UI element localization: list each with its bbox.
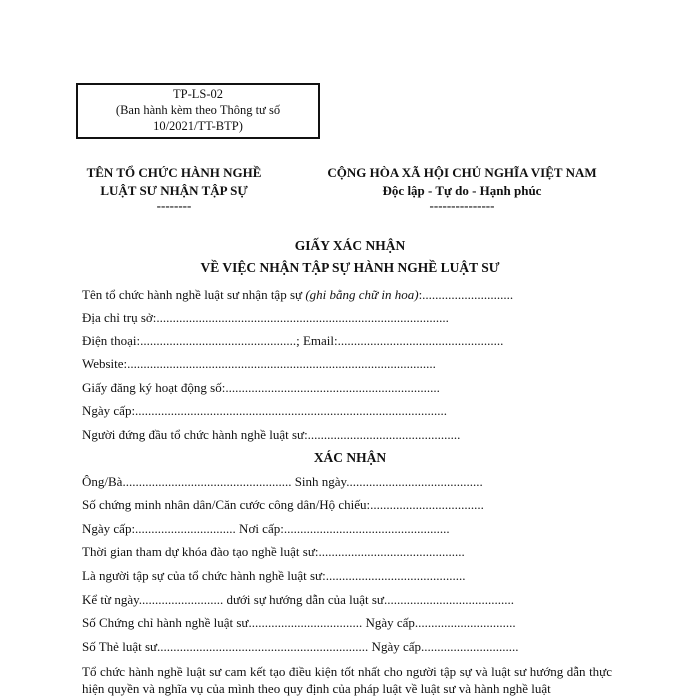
field-practice-certificate: Số Chứng chỉ hành nghề luật sư................................... Ngày cấp............................... [82, 615, 516, 630]
field-issue-date: Ngày cấp:................................................................................................ [82, 403, 448, 418]
field-organization-name-hint: (ghi bằng chữ in hoa) [305, 287, 419, 302]
organization-line-2: LUẬT SƯ NHẬN TẬP SỰ [100, 183, 248, 198]
organization-divider: -------- [156, 198, 192, 213]
field-website: Website:............................................................................................... [82, 356, 436, 371]
form-code: TP-LS-02 [173, 87, 223, 101]
field-organization-name-dots: :............................ [418, 287, 514, 302]
field-id-issue: Ngày cấp:............................... Nơi cấp:................................................... [82, 521, 450, 536]
field-person-birthdate: Ông/Bà.................................................... Sinh ngày.......................................... [82, 474, 483, 489]
confirm-heading: XÁC NHẬN [313, 450, 387, 465]
form-code-box [76, 83, 320, 139]
national-title: CỘNG HÒA XÃ HỘI CHỦ NGHĨA VIỆT NAM [327, 165, 597, 180]
field-training-period: Thời gian tham dự khóa đào tạo nghề luật sư:............................................. [82, 544, 465, 559]
field-phone-email: Điện thoại:................................................; Email:................................................... [82, 333, 504, 348]
national-divider: --------------- [429, 198, 495, 213]
field-lawyer-card: Số Thẻ luật sư................................................................. Ngày cấp.............................. [82, 639, 519, 654]
field-organization-name-label: Tên tổ chức hành nghề luật sư nhận tập sự [82, 287, 306, 302]
field-license-number: Giấy đăng ký hoạt động số:.................................................................. [82, 380, 440, 395]
field-id-number: Số chứng minh nhân dân/Căn cước công dân/Hộ chiếu:................................... [82, 497, 484, 512]
field-address: Địa chỉ trụ sở:.......................................................................................... [82, 310, 449, 325]
document-subtitle: VỀ VIỆC NHẬN TẬP SỰ HÀNH NGHỀ LUẬT SƯ [200, 260, 500, 275]
document-title: GIẤY XÁC NHẬN [294, 238, 406, 253]
field-head-of-organization: Người đứng đầu tổ chức hành nghề luật sư:............................................... [82, 427, 461, 442]
field-trainee-of: Là người tập sự của tổ chức hành nghề luật sư:........................................... [82, 568, 466, 583]
national-header [296, 164, 628, 212]
organization-line-1: TÊN TỔ CHỨC HÀNH NGHỀ [86, 165, 262, 180]
national-motto: Độc lập - Tự do - Hạnh phúc [382, 183, 542, 198]
field-organization-name [82, 287, 642, 303]
commitment-paragraph: Tổ chức hành nghề luật sư cam kết tạo điều kiện tốt nhất cho người tập sự và luật sư hướng dẫn thực hiện quyền và nghĩa vụ của mình theo quy định của pháp luật về luật sư và hành nghề luật [82, 664, 612, 696]
field-from-date: Kể từ ngày.......................... dưới sự hướng dẫn của luật sư........................................ [82, 592, 514, 607]
organization-header [70, 164, 278, 212]
form-issuance-note: (Ban hành kèm theo Thông tư số 10/2021/TT-BTP) [115, 103, 281, 133]
